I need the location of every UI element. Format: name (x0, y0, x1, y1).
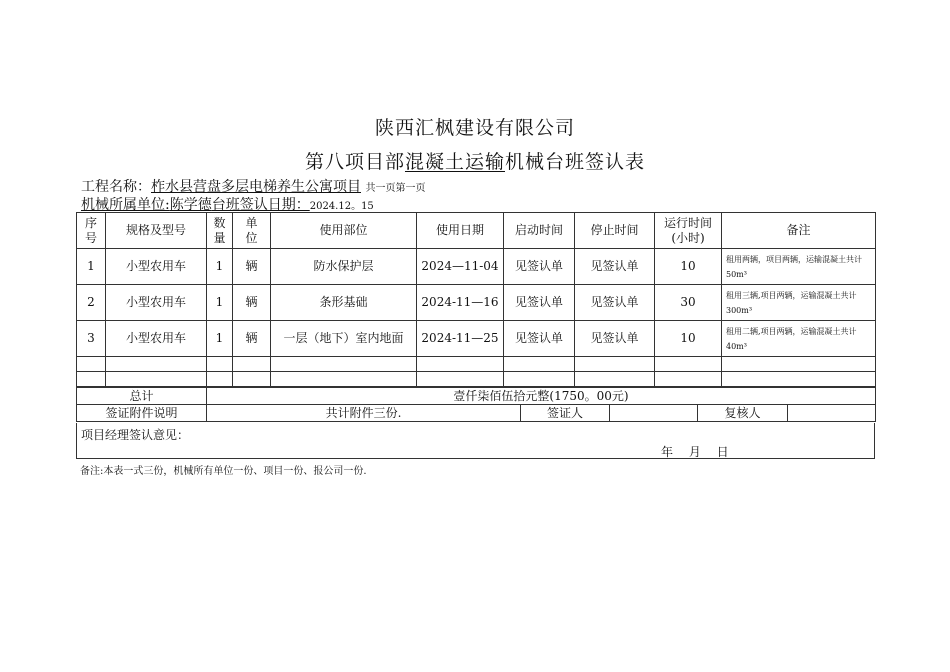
cell-stop: 见签认单 (575, 321, 655, 357)
cell-seq: 3 (77, 321, 106, 357)
form-title-prefix: 第八项目部 (304, 151, 405, 173)
attachment-label: 签证附件说明 (77, 405, 207, 422)
attachment-row (77, 405, 876, 422)
table-row-empty (77, 372, 876, 387)
header-date: 使用日期 (417, 213, 504, 249)
header-model: 规格及型号 (106, 213, 207, 249)
header-part: 使用部位 (271, 213, 417, 249)
cell-seq: 1 (77, 249, 106, 285)
cell-start: 见签认单 (504, 249, 575, 285)
project-name: 柞水县营盘多层电梯养生公寓项目 (151, 179, 361, 195)
cell-date: 2024-11—25 (417, 321, 504, 357)
header-seq: 序号 (77, 213, 106, 249)
cell-note: 租用三辆,项目两辆，运输混凝土共计 300m³ (722, 285, 876, 321)
header-qty: 数量 (207, 213, 233, 249)
cell-qty: 1 (207, 249, 233, 285)
table-row (77, 285, 876, 321)
remark-note: 备注:本表一式三份，机械所有单位一份、项目一份、报公司一份. (80, 466, 367, 477)
signer-label: 签证人 (521, 405, 610, 422)
cell-unit: 辆 (233, 321, 271, 357)
manager-date-line: 年 月 日 (661, 445, 729, 459)
cell-date: 2024—11-04 (417, 249, 504, 285)
form-title-underlined: 混凝土运输 (404, 151, 505, 173)
cell-qty: 1 (207, 285, 233, 321)
cell-seq: 2 (77, 285, 106, 321)
header-start: 启动时间 (504, 213, 575, 249)
reviewer-label: 复核人 (698, 405, 788, 422)
total-label: 总计 (77, 388, 207, 405)
cell-unit: 辆 (233, 249, 271, 285)
cell-model: 小型农用车 (106, 285, 207, 321)
project-line (81, 176, 425, 196)
cell-model: 小型农用车 (106, 321, 207, 357)
cell-stop: 见签认单 (575, 249, 655, 285)
header-unit: 单位 (233, 213, 271, 249)
cell-date: 2024-11—16 (417, 285, 504, 321)
project-label: 工程名称： (81, 179, 151, 195)
unit-owner: 陈学德 (169, 197, 212, 213)
reviewer-value[interactable] (788, 405, 876, 422)
manager-opinion-label: 项目经理签认意见： (81, 428, 190, 442)
unit-line (81, 194, 374, 214)
cell-start: 见签认单 (504, 285, 575, 321)
table-header-row (77, 213, 876, 249)
cell-hours: 10 (655, 321, 722, 357)
total-value: 壹仟柒佰伍拾元整(1750。00元) (207, 388, 876, 405)
summary-table (76, 387, 876, 422)
total-row (77, 388, 876, 405)
header-stop: 停止时间 (575, 213, 655, 249)
table-row (77, 249, 876, 285)
cell-part: 一层（地下）室内地面 (271, 321, 417, 357)
cell-qty: 1 (207, 321, 233, 357)
cell-hours: 10 (655, 249, 722, 285)
table-row-empty (77, 357, 876, 372)
company-name: 陕西汇枫建设有限公司 (374, 117, 575, 139)
unit-label: 机械所属单位: (81, 197, 170, 213)
machine-shift-table (76, 212, 876, 387)
cell-part: 防水保护层 (271, 249, 417, 285)
cell-hours: 30 (655, 285, 722, 321)
form-title (0, 147, 950, 174)
header-hours: 运行时间(小时) (655, 213, 722, 249)
page-count: 共一页第一页 (365, 183, 426, 194)
header-note: 备注 (722, 213, 876, 249)
form-title-suffix: 机械台班签认表 (505, 151, 646, 173)
sign-date-value: 2024.12。15 (309, 201, 374, 212)
cell-model: 小型农用车 (106, 249, 207, 285)
cell-note: 租用两辆，项目两辆，运输混凝土共计 50m³ (722, 249, 876, 285)
manager-opinion-box (76, 423, 875, 459)
cell-unit: 辆 (233, 285, 271, 321)
signer-value[interactable] (610, 405, 698, 422)
attachment-value: 共计附件三份. (207, 405, 521, 422)
cell-start: 见签认单 (504, 321, 575, 357)
sign-date-label: 台班签认日期： (211, 197, 310, 213)
cell-part: 条形基础 (271, 285, 417, 321)
table-row (77, 321, 876, 357)
cell-note: 租用二辆,项目两辆，运输混凝土共计 40m³ (722, 321, 876, 357)
cell-stop: 见签认单 (575, 285, 655, 321)
